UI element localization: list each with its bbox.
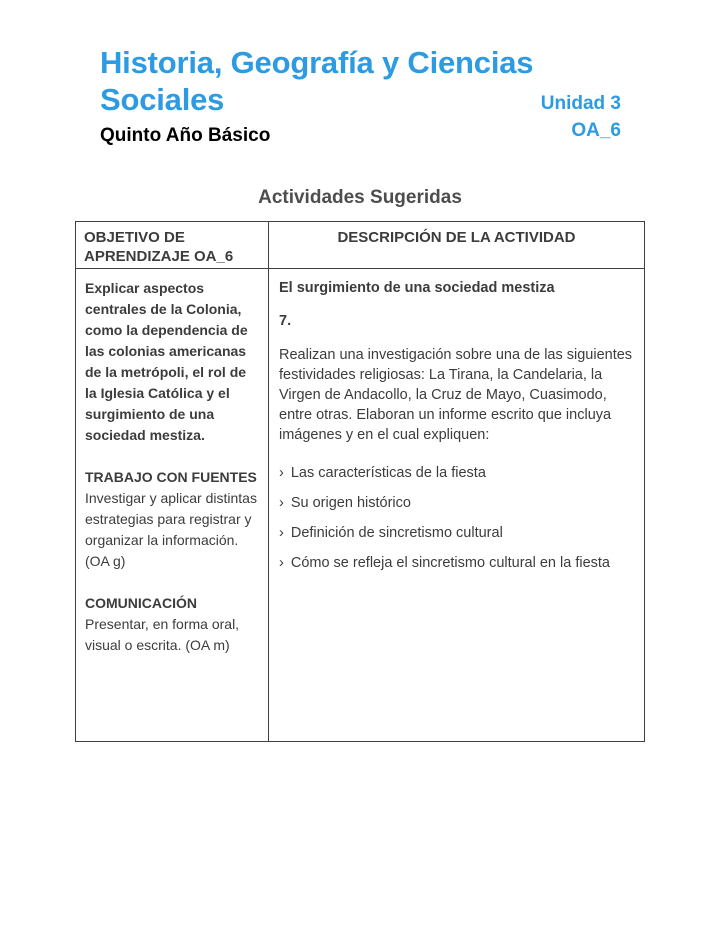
bullet-marker: › <box>279 495 284 511</box>
activity-description: Realizan una investigación sobre una de las siguientes festividades religiosas: La Tirana, la Candelaria, la Virgen de Andacollo, la Cruz de Mayo, Cuasimodo, entre otras. Elaboran un informe escrito que incluya imágenes y en el cual expliquen: <box>279 347 633 443</box>
bullet-marker: › <box>279 465 284 481</box>
grade-subtitle: Quinto Año Básico <box>100 125 271 146</box>
communication-heading: COMUNICACIÓN <box>85 595 197 611</box>
column-header-description: DESCRIPCIÓN DE LA ACTIVIDAD <box>269 222 644 269</box>
bullet-marker: › <box>279 555 284 571</box>
list-item <box>279 553 634 573</box>
document-header <box>100 44 621 144</box>
section-title: Actividades Sugeridas <box>258 187 462 208</box>
oa-code-label: OA_6 <box>571 120 621 141</box>
bullet-marker: › <box>279 525 284 541</box>
subject-title-line2: Sociales <box>100 82 225 117</box>
activities-table <box>75 221 645 742</box>
bullet-text: Su origen histórico <box>290 495 411 511</box>
sources-text: Investigar y aplicar distintas estrategias para registrar y organizar la información. (OA g) <box>85 490 257 569</box>
list-item <box>279 493 634 513</box>
bullet-text: Las características de la fiesta <box>290 465 486 481</box>
objective-cell <box>76 269 269 741</box>
activity-bullet-list <box>279 463 634 573</box>
activity-number: 7. <box>279 313 292 329</box>
sources-heading: TRABAJO CON FUENTES <box>85 469 257 485</box>
list-item <box>279 463 634 483</box>
bullet-text: Cómo se refleja el sincretismo cultural en la fiesta <box>290 555 610 571</box>
subject-title-line1: Historia, Geografía y Ciencias <box>100 45 534 80</box>
column-header-objective: OBJETIVO DE APRENDIZAJE OA_6 <box>76 222 269 269</box>
list-item <box>279 523 634 543</box>
communication-text: Presentar, en forma oral, visual o escrita. (OA m) <box>85 616 240 653</box>
bullet-text: Definición de sincretismo cultural <box>290 525 503 541</box>
objective-main-text: Explicar aspectos centrales de la Colonia, como la dependencia de las colonias americanas de la metrópoli, el rol de la Iglesia Católica y el surgimiento de una sociedad mestiza. <box>85 280 248 443</box>
activity-title: El surgimiento de una sociedad mestiza <box>279 280 555 296</box>
activity-cell <box>269 269 644 741</box>
unit-label: Unidad 3 <box>540 93 621 114</box>
